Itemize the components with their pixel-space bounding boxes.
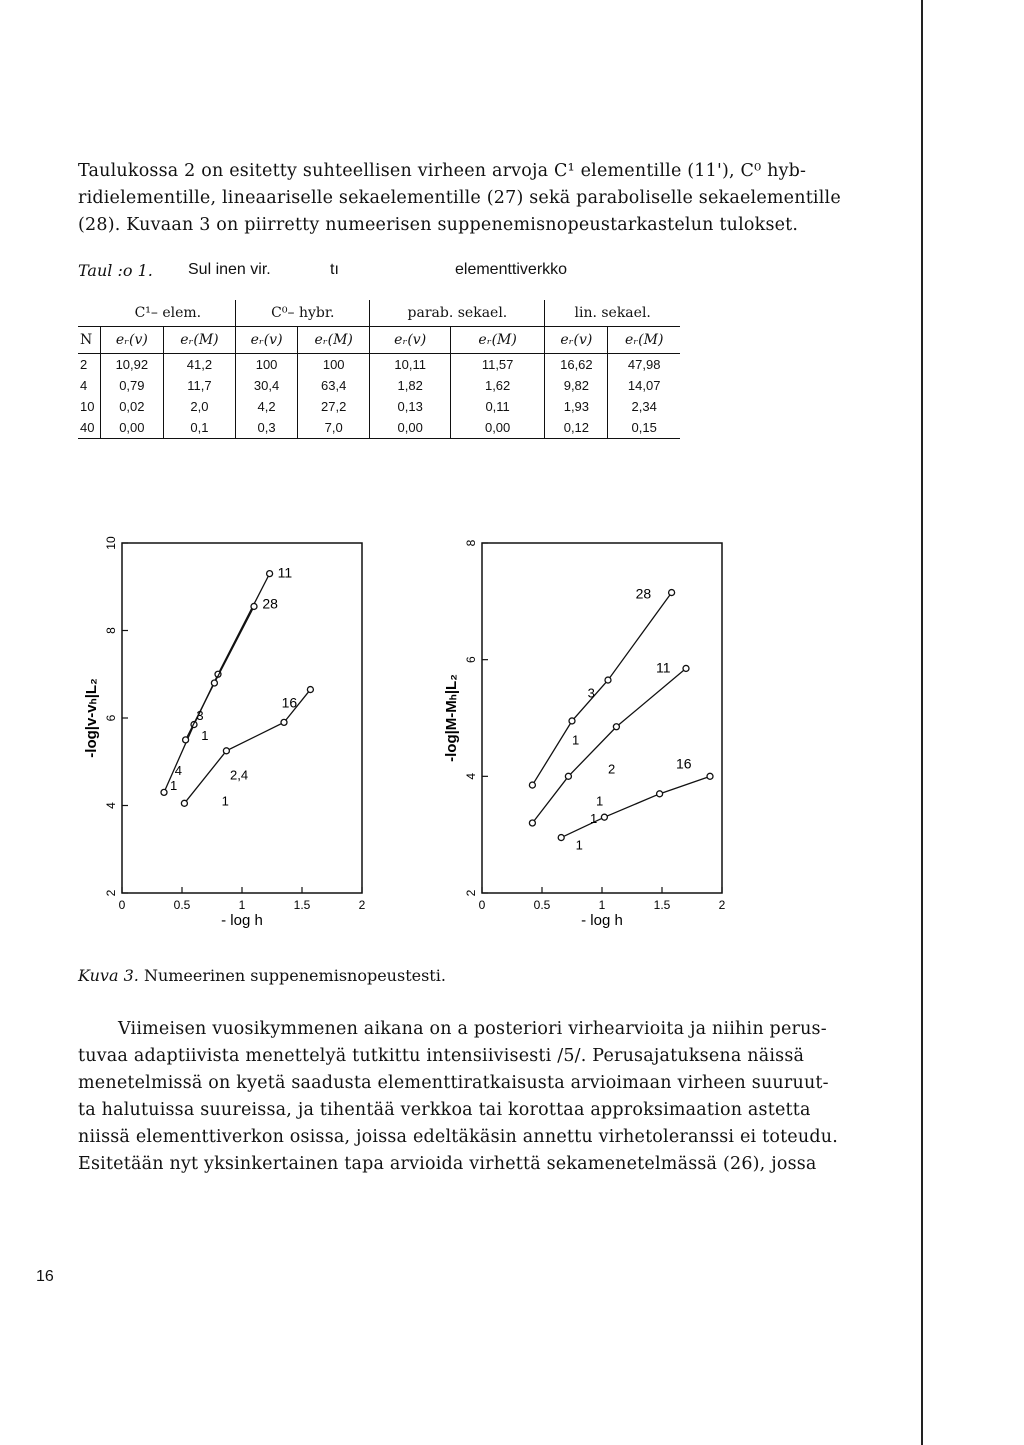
data-point: [267, 571, 273, 577]
table-cell: 30,4: [236, 375, 298, 396]
data-point: [683, 665, 689, 671]
table-cell: 0,02: [101, 396, 164, 417]
table-cell: 9,82: [545, 375, 608, 396]
slope-label: 3: [587, 685, 595, 701]
table-cell: 11,7: [163, 375, 235, 396]
body-paragraph: [78, 1016, 838, 1178]
error-table: [78, 300, 680, 439]
plot-frame: [122, 543, 362, 893]
text-line: tuvaa adaptiivista menettelyä tutkittu intensiivisesti /5/. Perusajatuksena näissä: [78, 1046, 805, 1066]
data-point: [307, 687, 313, 693]
table-cell: 10,11: [370, 354, 450, 376]
data-point: [529, 820, 535, 826]
scan-edge-line: [921, 0, 923, 1445]
slope-label: 1: [221, 793, 229, 809]
table-column-header-row: [78, 327, 680, 354]
x-tick-label: 1: [238, 898, 246, 912]
slope-label: 4: [174, 762, 183, 778]
table-cell: 47,98: [608, 354, 680, 376]
y-tick-label: 6: [464, 656, 479, 664]
column-header: eᵣ(M): [163, 327, 235, 354]
series-line: [532, 593, 671, 786]
data-point: [657, 791, 663, 797]
table-cell: 100: [236, 354, 298, 376]
convergence-plot-moment: [440, 525, 740, 955]
x-tick-label: 0: [118, 898, 126, 912]
page-number: 16: [36, 1268, 54, 1285]
data-point: [613, 724, 619, 730]
intro-paragraph: [78, 158, 841, 239]
row-n: 2: [80, 357, 88, 372]
data-point: [558, 835, 564, 841]
x-tick-label: 1.5: [293, 898, 311, 912]
table-cell: 10,92: [101, 354, 164, 376]
table-cell: 0,79: [101, 375, 164, 396]
text-line: menetelmissä on kyetä saadusta elementtiratkaisusta arvioimaan virheen suuruut-: [78, 1073, 829, 1093]
table-cell: 1,82: [370, 375, 450, 396]
x-axis-label: - log h: [581, 912, 623, 929]
y-axis-label: -log|v-vₕ|L₂: [83, 678, 100, 758]
table-cell: 4,2: [236, 396, 298, 417]
y-axis-label: -log|M-Mₕ|L₂: [443, 674, 460, 762]
column-header: eᵣ(v): [370, 327, 450, 354]
figure-caption-label: Kuva 3.: [78, 966, 139, 985]
data-point: [707, 773, 713, 779]
plot-frame: [482, 543, 722, 893]
table-row: [78, 354, 680, 376]
x-tick-label: 1: [598, 898, 606, 912]
data-point: [669, 590, 675, 596]
y-tick-label: 10: [104, 536, 119, 550]
data-point: [601, 814, 607, 820]
table-group-header-row: [78, 300, 680, 327]
table-cell: 0,00: [370, 417, 450, 439]
data-point: [565, 773, 571, 779]
table-cell: 27,2: [297, 396, 369, 417]
text-line: Viimeisen vuosikymmenen aikana on a posteriori virhearvioita ja niihin perus-: [118, 1019, 827, 1039]
figure-caption: [78, 966, 446, 985]
series-line: [561, 776, 710, 837]
x-tick-label: 2: [718, 898, 726, 912]
x-tick-label: 0: [478, 898, 486, 912]
data-point: [183, 737, 189, 743]
group-header: C⁰– hybr.: [236, 300, 370, 327]
y-tick-label: 2: [464, 889, 479, 897]
y-tick-label: 2: [104, 889, 119, 897]
convergence-plot-velocity: [80, 525, 380, 955]
table-caption-text-b: tı: [330, 261, 339, 278]
table-cell: 2,0: [163, 396, 235, 417]
table-cell: 100: [297, 354, 369, 376]
row-n: 10: [80, 399, 95, 414]
table-cell: 0,00: [450, 417, 544, 439]
text-line: (28). Kuvaan 3 on piirretty numeerisen suppenemisnopeustarkastelun tulokset.: [78, 215, 799, 235]
data-point: [223, 748, 229, 754]
data-point: [161, 789, 167, 795]
data-point: [569, 718, 575, 724]
data-point: [211, 680, 217, 686]
table-cell: 0,3: [236, 417, 298, 439]
x-tick-label: 0.5: [533, 898, 551, 912]
slope-label: 2: [608, 761, 616, 777]
row-n: 4: [80, 378, 88, 393]
y-tick-label: 6: [104, 714, 119, 722]
x-tick-label: 2: [358, 898, 366, 912]
table-caption: [78, 261, 153, 280]
data-point: [529, 782, 535, 788]
slope-label: 2,4: [230, 767, 249, 783]
column-header: eᵣ(M): [450, 327, 544, 354]
series-label: 16: [281, 694, 298, 711]
table-row: [78, 417, 680, 439]
data-point: [181, 800, 187, 806]
slope-label: 1: [572, 732, 580, 748]
table-cell: 41,2: [163, 354, 235, 376]
column-header: eᵣ(M): [297, 327, 369, 354]
column-header: eᵣ(M): [608, 327, 680, 354]
table-cell: 16,62: [545, 354, 608, 376]
table-row: [78, 375, 680, 396]
table-cell: 0,1: [163, 417, 235, 439]
data-point: [281, 719, 287, 725]
y-tick-label: 4: [464, 772, 479, 780]
column-header: eᵣ(v): [101, 327, 164, 354]
row-n: 40: [78, 417, 101, 439]
text-line: ta halutuissa suureissa, ja tihentää verkkoa tai korottaa approksimaation astetta: [78, 1100, 811, 1120]
table-cell: 1,62: [450, 375, 544, 396]
group-header: lin. sekael.: [545, 300, 680, 327]
table-cell: 0,12: [545, 417, 608, 439]
row-label-header: N: [78, 327, 101, 354]
series-label: 11: [277, 564, 293, 581]
x-tick-label: 1.5: [653, 898, 671, 912]
table-caption-text-a: Sul inen vir.: [188, 261, 271, 278]
x-axis-label: - log h: [221, 912, 263, 929]
series-label: 16: [676, 755, 692, 772]
table-cell: 0,11: [450, 396, 544, 417]
text-line: ridielementille, lineaariselle sekaelementille (27) sekä paraboliselle sekaelementille: [78, 188, 841, 208]
table-cell: 11,57: [450, 354, 544, 376]
series-label: 11: [656, 659, 671, 676]
table-cell: 0,15: [608, 417, 680, 439]
table-caption-text-c: elementtiverkko: [455, 261, 568, 278]
slope-label: 1: [590, 811, 598, 826]
series-label: 28: [262, 595, 278, 612]
column-header: eᵣ(v): [236, 327, 298, 354]
table-cell: 0,13: [370, 396, 450, 417]
text-line: niissä elementtiverkon osissa, joissa edeltäkäsin annettu virhetoleranssi ei toteudu.: [78, 1127, 838, 1147]
table-cell: 7,0: [297, 417, 369, 439]
slope-label: 1: [596, 793, 604, 809]
table-caption-label: Taul :o 1.: [78, 261, 153, 280]
data-point: [251, 603, 257, 609]
figure-caption-text: Numeerinen suppenemisnopeustesti.: [143, 966, 446, 985]
text-line: Taulukossa 2 on esitetty suhteellisen virheen arvoja C¹ elementille (11'), C⁰ hyb-: [78, 161, 807, 181]
y-tick-label: 8: [464, 539, 479, 547]
slope-label: 1: [201, 727, 209, 743]
table-cell: 0,00: [101, 417, 164, 439]
table-cell: 1,93: [545, 396, 608, 417]
table-cell: 63,4: [297, 375, 369, 396]
text-line: Esitetään nyt yksinkertainen tapa arvioida virhettä sekamenetelmässä (26), jossa: [78, 1154, 817, 1174]
x-tick-label: 0.5: [173, 898, 191, 912]
y-tick-label: 8: [104, 627, 119, 634]
slope-label: 1: [575, 837, 583, 853]
series-label: 28: [635, 585, 652, 602]
slope-label: 3: [196, 708, 204, 724]
column-header: eᵣ(v): [545, 327, 608, 354]
group-header: parab. sekael.: [370, 300, 545, 327]
slope-label: 1: [170, 778, 178, 794]
series-line: [532, 668, 686, 823]
table-row: [78, 396, 680, 417]
table-cell: 2,34: [608, 396, 680, 417]
table-cell: 14,07: [608, 375, 680, 396]
data-point: [605, 677, 611, 683]
group-header: C¹– elem.: [101, 300, 236, 327]
y-tick-label: 4: [104, 802, 119, 809]
